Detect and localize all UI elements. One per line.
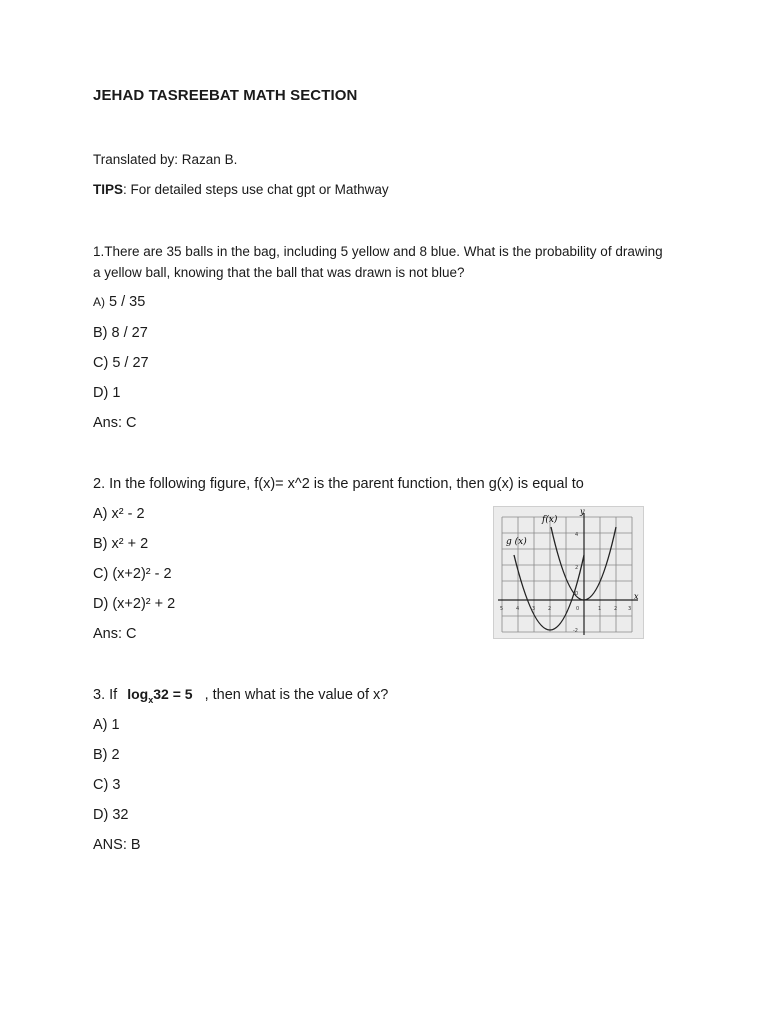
q1-option-d: D) 1: [93, 385, 121, 401]
q3-option-d: D) 32: [93, 807, 129, 823]
tick-label: 0: [576, 606, 580, 612]
grid-lines: [502, 517, 632, 632]
y-tick-label: 0: [575, 591, 579, 597]
log-subscript: x: [148, 694, 154, 705]
tick-label: 2: [614, 606, 618, 612]
q1-option-a-value: 5 / 35: [105, 294, 146, 310]
q3-option-a: A) 1: [93, 717, 120, 733]
q3-answer: ANS: B: [93, 837, 141, 853]
parabola-figure: [493, 506, 644, 639]
question-2-text: 2. In the following figure, f(x)= x^2 is the parent function, then g(x) is equal to: [93, 476, 584, 492]
q2-option-a: A) x² - 2: [93, 506, 145, 522]
q3-prefix: 3. If: [93, 687, 118, 703]
q2-option-d: D) (x+2)² + 2: [93, 596, 176, 612]
tick-label: 5: [500, 606, 504, 612]
q3-option-b: B) 2: [93, 747, 120, 763]
tick-label: 4: [516, 606, 520, 612]
q1-option-b: B) 8 / 27: [93, 325, 148, 341]
tick-label: 3: [628, 606, 632, 612]
y-tick-label: 4: [575, 532, 579, 538]
question-1-text: 1.There are 35 balls in the bag, including 5 yellow and 8 blue. What is the probability of drawing a yellow ball, knowing that the ball that was drawn is not blue?: [93, 244, 663, 280]
q1-option-c: C) 5 / 27: [93, 355, 149, 371]
q2-option-b: B) x² + 2: [93, 536, 149, 552]
question-3-text: [93, 686, 388, 705]
log-rest: 32 = 5: [153, 686, 193, 702]
q1-option-a: [93, 294, 145, 310]
q3-option-c: C) 3: [93, 777, 121, 793]
q1-answer: Ans: C: [93, 415, 137, 431]
page-title: JEHAD TASREEBAT MATH SECTION: [93, 87, 358, 104]
tips-line: [93, 182, 389, 197]
q2-option-c: C) (x+2)² - 2: [93, 566, 172, 582]
q2-answer: Ans: C: [93, 626, 137, 642]
parabola-graph: [494, 507, 643, 638]
tips-text: : For detailed steps use chat gpt or Mathway: [123, 182, 389, 197]
translator-credit: Translated by: Razan B.: [93, 152, 238, 167]
tick-label: 1: [598, 606, 602, 612]
tick-label: 3: [532, 606, 536, 612]
f-label: f(x): [542, 515, 558, 525]
y-axis-label: y: [580, 507, 585, 516]
g-label: g (x): [506, 537, 527, 547]
q1-option-a-prefix: A): [93, 295, 105, 309]
q3-suffix: , then what is the value of x?: [204, 687, 389, 703]
tick-label: 2: [548, 606, 552, 612]
log-expression: [127, 686, 193, 705]
log-base-text: log: [127, 686, 149, 702]
tips-label: TIPS: [93, 182, 124, 197]
y-tick-label: 2: [575, 565, 579, 571]
x-axis-label: x: [634, 592, 639, 601]
y-tick-label: -2: [573, 628, 578, 634]
